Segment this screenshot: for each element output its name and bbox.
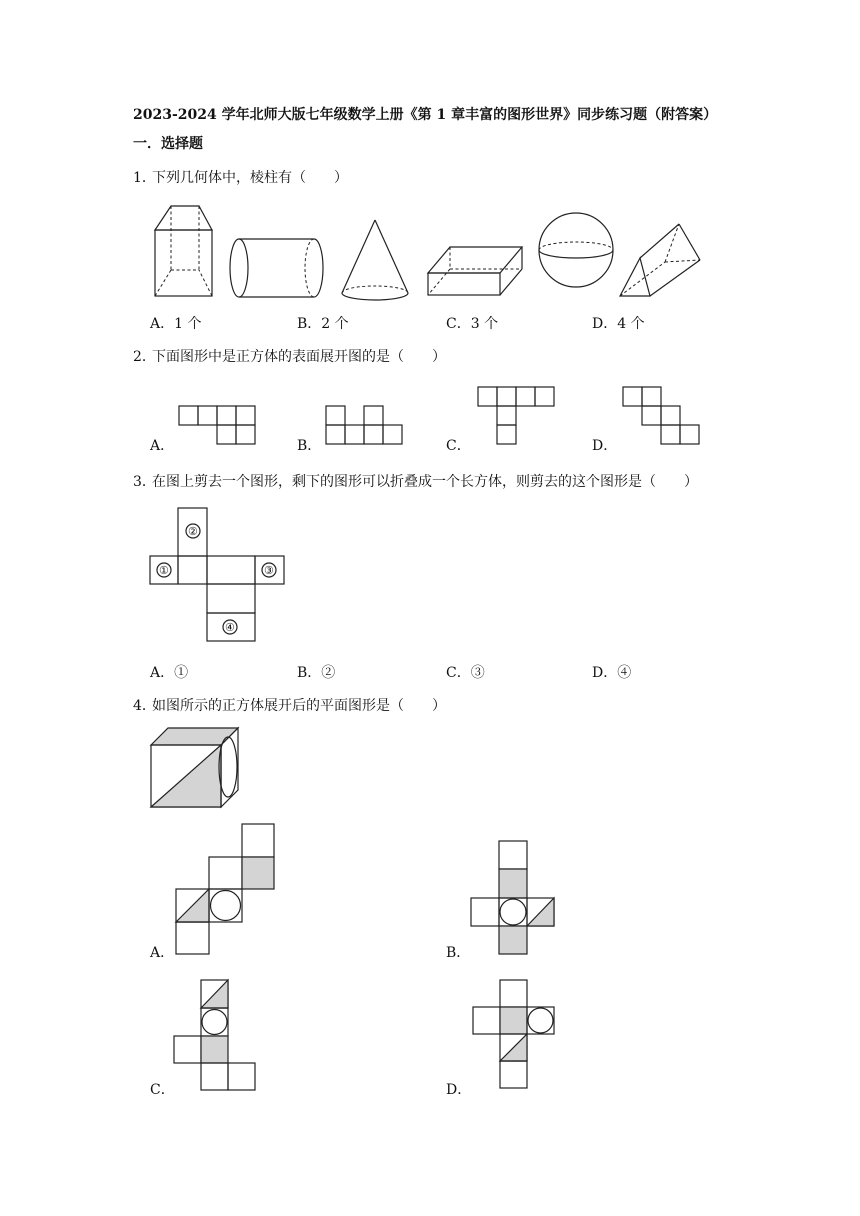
question-2-option-b[interactable]: B． [297,438,322,454]
square-frustum-icon [155,206,212,296]
question-3-number: 3． [133,474,156,490]
question-4-net-b [466,835,566,960]
cone-icon [342,220,408,300]
question-3-option-c[interactable]: C．③ [446,665,485,681]
page-title: 2023-2024 学年北师大版七年级数学上册《第 1 章丰富的图形世界》同步练习题（附答案） [133,107,718,123]
question-4-net-a [170,820,280,960]
question-1-option-d[interactable]: D．4 个 [592,316,645,332]
question-2-stem: 下面图形中是正方体的表面展开图的是（ ） [152,349,446,365]
question-1-option-a[interactable]: A．1 个 [150,316,202,332]
question-3-label-3: ③ [264,564,274,577]
question-1-stem: 下列几何体中，棱柱有（ ） [152,170,348,186]
question-1-option-c[interactable]: C．3 个 [446,316,499,332]
question-3-stem: 在图上剪去一个图形，剩下的图形可以折叠成一个长方体，则剪去的这个图形是（ ） [152,474,698,490]
triangular-prism-icon [620,224,700,296]
sphere-icon [539,213,613,287]
question-2-number: 2． [133,349,156,365]
question-2-net-d [615,380,715,450]
question-2-net-b [318,398,418,448]
question-2-net-c [470,380,570,450]
question-1-number: 1． [133,170,156,186]
question-3-label-2: ② [188,525,198,538]
question-4-net-d [466,975,566,1095]
question-4-option-c[interactable]: C． [150,1082,175,1098]
question-3-option-d[interactable]: D．④ [592,665,632,681]
question-4-option-d[interactable]: D． [446,1082,472,1098]
cylinder-icon [230,239,323,297]
section-heading: 一．选择题 [133,136,203,152]
question-2-option-c[interactable]: C． [446,438,471,454]
question-4-net-c [170,975,270,1095]
question-4-cube-figure [148,725,248,815]
question-4-option-b[interactable]: B． [446,945,471,961]
question-2-option-d[interactable]: D． [592,438,618,454]
question-1-option-b[interactable]: B．2 个 [297,316,349,332]
question-4-number: 4． [133,698,156,714]
question-3-label-1: ① [159,564,169,577]
question-3-option-b[interactable]: B．② [297,665,336,681]
question-2-net-a [170,398,270,448]
question-2-option-a[interactable]: A． [150,438,175,454]
rectangular-prism-icon [428,247,522,295]
question-4-option-a[interactable]: A． [150,945,175,961]
question-3-option-a[interactable]: A．① [150,665,189,681]
question-1-solids-figure [150,200,710,305]
question-4-stem: 如图所示的正方体展开后的平面图形是（ ） [152,698,446,714]
question-3-label-4: ④ [225,621,235,634]
